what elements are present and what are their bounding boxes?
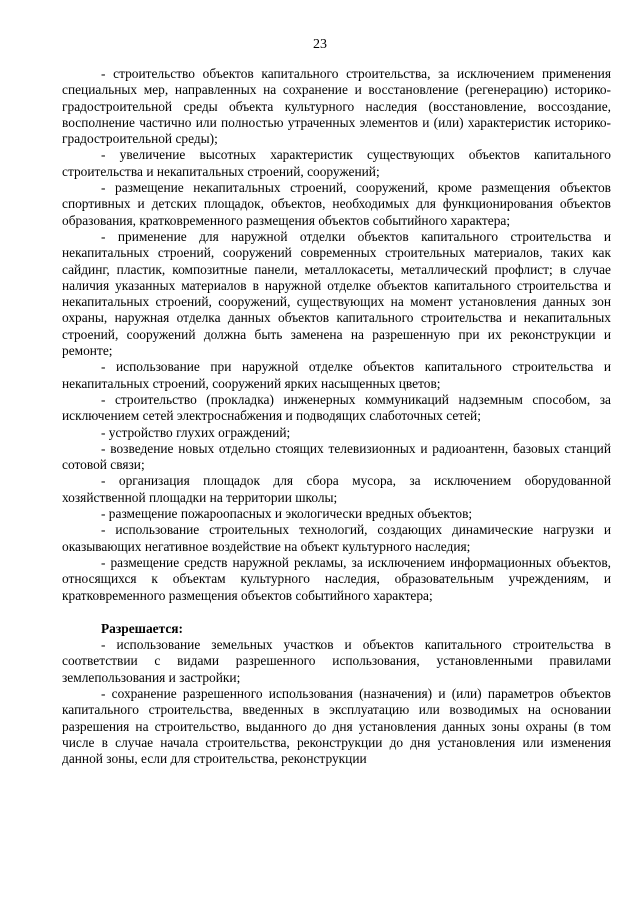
prohibited-item: - использование строительных технологий, создающих динамические нагрузки и оказывающих негативное воздействие на объект культурного наследия; — [62, 522, 611, 554]
prohibited-item: - устройство глухих ограждений; — [101, 424, 291, 440]
prohibited-item: - организация площадок для сбора мусора, за исключением оборудованной хозяйственной площадки на территории школы; — [62, 473, 611, 505]
prohibited-item: - размещение некапитальных строений, сооружений, кроме размещения объектов спортивных и детских площадок, объектов, необходимых для функционирования объектов образования, кратковременного размещения объектов событийного характера; — [62, 180, 611, 228]
prohibited-item: - увеличение высотных характеристик существующих объектов капитального строительства и некапитальных строений, сооружений; — [62, 147, 611, 179]
allowed-heading: Разрешается: — [101, 620, 183, 636]
page-number: 23 — [313, 37, 327, 52]
prohibited-item: - использование при наружной отделке объектов капитального строительства и некапитальных строений, сооружений ярких насыщенных цветов; — [62, 359, 611, 391]
prohibited-item: - строительство объектов капитального строительства, за исключением применения специальных мер, направленных на сохранение и восстановление (регенерацию) историко-градостроительной среды объекта культурного наследия (восстановление, воссоздание, восполнение частично или полностью утраченных элементов и (или) характеристик историко-градостроительной среды); — [62, 66, 611, 147]
prohibited-item: - размещение средств наружной рекламы, за исключением информационных объектов, относящихся к объектам культурного наследия, образовательным учреждениям, и кратковременного размещения объектов событийного характера; — [62, 554, 611, 603]
prohibited-item: - применение для наружной отделки объектов капитального строительства и некапитальных строений, сооружений современных строительных материалов, таких как сайдинг, пластик, композитные панели, металлокасеты, металлический профлист; в случае наличия указанных материалов в наружной отделке объектов капитального строительства и некапитальных строений, сооружений, существующих на момент установления данных зон охраны, наружная отделка данных объектов капитального строительства и некапитальных строений, сооружений должна быть заменена на разрешенную при их реконструкции и ремонте; — [62, 228, 611, 359]
document-body — [62, 66, 611, 767]
allowed-item: - сохранение разрешенного использования (назначения) и (или) параметров объектов капитального строительства, введенных в эксплуатацию или возводимых на основании разрешения на строительство, выданного до дня установления данных зоны охраны (в том числе в случае начала строительства, реконструкции до дня установления или изменения данной зоны, если для строительства, реконструкции — [62, 685, 611, 767]
allowed-item: - использование земельных участков и объектов капитального строительства в соответствии с видами разрешенного использования, установленными правилами землепользования и застройки; — [62, 637, 611, 685]
prohibited-item: - возведение новых отдельно стоящих телевизионных и радиоантенн, базовых станций сотовой связи; — [62, 440, 611, 473]
prohibited-item: - размещение пожароопасных и экологически вредных объектов; — [101, 506, 473, 522]
prohibited-item: - строительство (прокладка) инженерных коммуникаций надземным способом, за исключением сетей электроснабжения и подводящих слаботочных сетей; — [62, 391, 611, 424]
